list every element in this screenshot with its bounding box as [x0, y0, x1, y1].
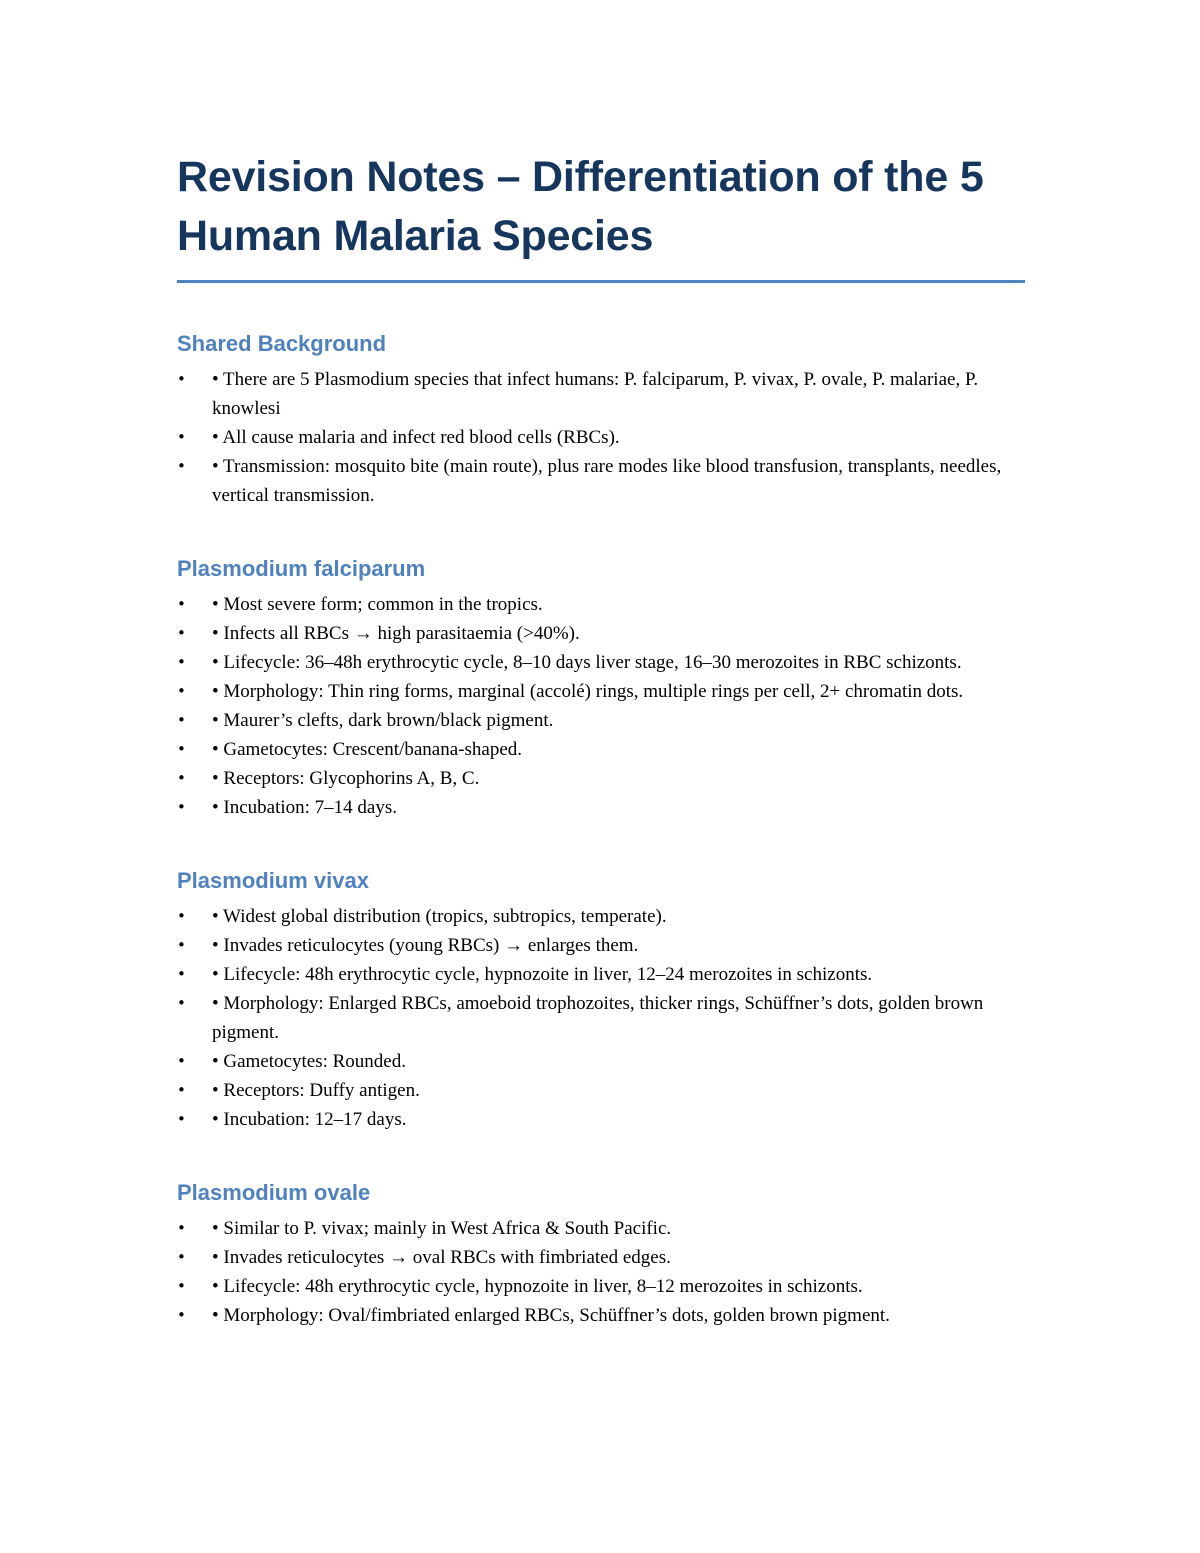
list-item-text: • Invades reticulocytes (young RBCs) → enlarges them.: [212, 935, 639, 956]
list-item-text: • Transmission: mosquito bite (main route), plus rare modes like blood transfusion, transplants, needles, vertical transmission.: [212, 456, 1002, 506]
bullet-icon: •: [177, 428, 186, 446]
list-item: [177, 706, 1025, 735]
bullet-icon: •: [177, 457, 186, 475]
list-item: [177, 931, 1025, 960]
list-item-text: • Maurer’s clefts, dark brown/black pigment.: [212, 710, 554, 731]
section-heading: Plasmodium falciparum: [177, 556, 426, 581]
list-item-text: • Gametocytes: Crescent/banana-shaped.: [212, 739, 523, 760]
list-item-text: • Receptors: Glycophorins A, B, C.: [212, 768, 480, 789]
list-item-text: • Lifecycle: 48h erythrocytic cycle, hypnozoite in liver, 8–12 merozoites in schizonts.: [212, 1276, 863, 1297]
list-item: [177, 677, 1025, 706]
list-item-text: • Morphology: Thin ring forms, marginal (accolé) rings, multiple rings per cell, 2+ chromatin dots.: [212, 681, 964, 702]
list-item: [177, 989, 1025, 1047]
list-item: [177, 1243, 1025, 1272]
list-item-text: • Most severe form; common in the tropics.: [212, 594, 543, 615]
bullet-list: [177, 1214, 1025, 1330]
bullet-icon: •: [177, 740, 186, 758]
list-item-text: • Incubation: 12–17 days.: [212, 1109, 407, 1130]
bullet-icon: •: [177, 1081, 186, 1099]
bullet-list: [177, 365, 1025, 510]
list-item-text: • Similar to P. vivax; mainly in West Africa & South Pacific.: [212, 1218, 672, 1239]
page-title: Revision Notes – Differentiation of the 5 Human Malaria Species: [177, 153, 984, 260]
list-item-text: • Receptors: Duffy antigen.: [212, 1080, 420, 1101]
list-item-text: • Morphology: Enlarged RBCs, amoeboid trophozoites, thicker rings, Schüffner’s dots, golden brown pigment.: [212, 993, 984, 1043]
list-item-text: • Incubation: 7–14 days.: [212, 797, 398, 818]
bullet-icon: •: [177, 1248, 186, 1266]
section: [177, 329, 1025, 510]
section-heading: Plasmodium vivax: [177, 868, 369, 893]
bullet-icon: •: [177, 370, 186, 388]
bullet-icon: •: [177, 595, 186, 613]
section: [177, 866, 1025, 1134]
list-item-text: • Infects all RBCs → high parasitaemia (>40%).: [212, 623, 580, 644]
bullet-icon: •: [177, 1306, 186, 1324]
bullet-icon: •: [177, 994, 186, 1012]
bullet-icon: •: [177, 769, 186, 787]
list-item: [177, 735, 1025, 764]
title-divider: [177, 280, 1025, 283]
list-item-text: • Invades reticulocytes → oval RBCs with fimbriated edges.: [212, 1247, 671, 1268]
list-item: [177, 648, 1025, 677]
list-item-text: • Widest global distribution (tropics, subtropics, temperate).: [212, 906, 667, 927]
list-item-text: • Morphology: Oval/fimbriated enlarged RBCs, Schüffner’s dots, golden brown pigment.: [212, 1305, 890, 1326]
list-item: [177, 590, 1025, 619]
bullet-icon: •: [177, 711, 186, 729]
list-item: [177, 423, 1025, 452]
bullet-icon: •: [177, 907, 186, 925]
list-item: [177, 452, 1025, 510]
list-item-text: • All cause malaria and infect red blood cells (RBCs).: [212, 427, 620, 448]
bullet-icon: •: [177, 1219, 186, 1237]
bullet-icon: •: [177, 653, 186, 671]
sections-container: [177, 329, 1025, 1330]
bullet-icon: •: [177, 1052, 186, 1070]
document-body: [177, 148, 1025, 1374]
list-item: [177, 1301, 1025, 1330]
list-item: [177, 793, 1025, 822]
list-item: [177, 365, 1025, 423]
list-item: [177, 1105, 1025, 1134]
bullet-list: [177, 902, 1025, 1134]
bullet-icon: •: [177, 798, 186, 816]
list-item-text: • There are 5 Plasmodium species that infect humans: P. falciparum, P. vivax, P. ovale, P. malariae, P. knowlesi: [212, 369, 979, 419]
bullet-icon: •: [177, 1277, 186, 1295]
bullet-icon: •: [177, 1110, 186, 1128]
list-item: [177, 1214, 1025, 1243]
list-item: [177, 619, 1025, 648]
bullet-list: [177, 590, 1025, 822]
section-heading: Shared Background: [177, 331, 387, 356]
list-item-text: • Lifecycle: 48h erythrocytic cycle, hypnozoite in liver, 12–24 merozoites in schizonts.: [212, 964, 873, 985]
bullet-icon: •: [177, 624, 186, 642]
section-heading: Plasmodium ovale: [177, 1180, 371, 1205]
list-item: [177, 1272, 1025, 1301]
list-item-text: • Gametocytes: Rounded.: [212, 1051, 406, 1072]
bullet-icon: •: [177, 936, 186, 954]
bullet-icon: •: [177, 965, 186, 983]
section: [177, 1178, 1025, 1330]
list-item: [177, 1047, 1025, 1076]
list-item-text: • Lifecycle: 36–48h erythrocytic cycle, 8–10 days liver stage, 16–30 merozoites in RBC schizonts.: [212, 652, 962, 673]
list-item: [177, 764, 1025, 793]
list-item: [177, 1076, 1025, 1105]
section: [177, 554, 1025, 822]
list-item: [177, 902, 1025, 931]
bullet-icon: •: [177, 682, 186, 700]
list-item: [177, 960, 1025, 989]
